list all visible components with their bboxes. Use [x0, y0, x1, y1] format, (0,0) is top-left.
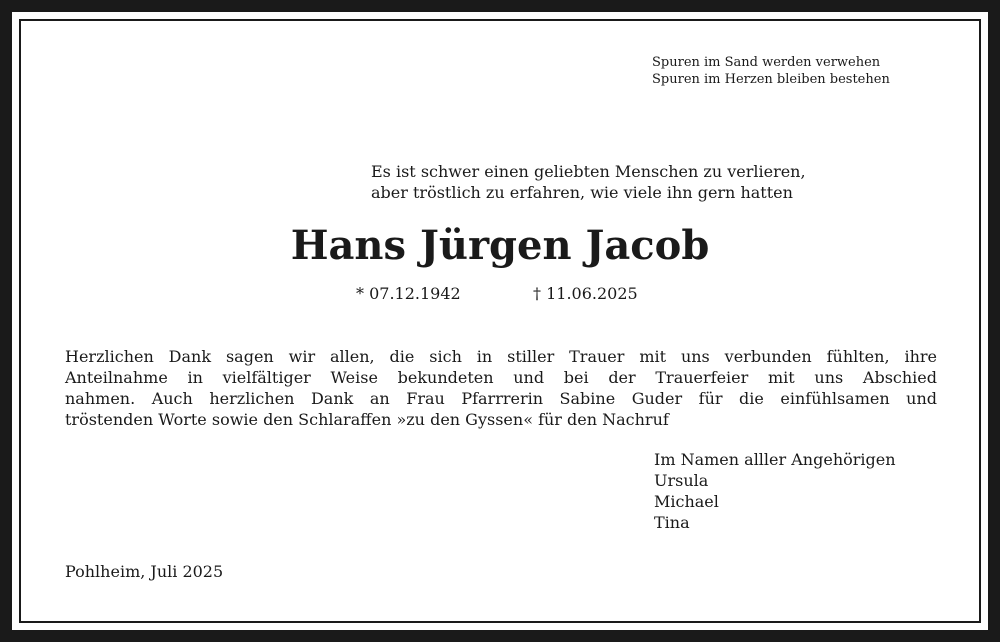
place-and-date: Pohlheim, Juli 2025	[65, 562, 224, 581]
signoff-name: Michael	[654, 492, 719, 511]
thanks-line: Herzlichen Dank sagen wir allen, die sich in stiller Trauer mit uns verbunden fühlten, ihre	[65, 347, 937, 366]
signoff-name: Tina	[654, 513, 690, 532]
birth-date: * 07.12.1942	[356, 284, 461, 303]
motto	[652, 54, 890, 88]
notice-frame	[11, 11, 989, 631]
deceased-name: Hans Jürgen Jacob	[290, 222, 710, 269]
death-date: † 11.06.2025	[533, 284, 638, 303]
quote-line-1: Es ist schwer einen geliebten Menschen zu verlieren,	[371, 162, 806, 181]
thanks-text	[65, 346, 937, 430]
signoff-name: Ursula	[654, 471, 709, 490]
thanks-line: Anteilnahme in vielfältiger Weise bekundeten und bei der Trauerfeier mit uns Abschied	[65, 368, 937, 387]
thanks-line: tröstenden Worte sowie den Schlaraffen »zu den Gyssen« für den Nachruf	[65, 410, 669, 429]
quote	[371, 161, 806, 203]
signoff-intro: Im Namen alller Angehörigen	[654, 450, 896, 469]
signoff	[654, 449, 896, 533]
thanks-line: nahmen. Auch herzlichen Dank an Frau Pfarrrerin Sabine Guder für die einfühlsamen und	[65, 389, 937, 408]
motto-line-2: Spuren im Herzen bleiben bestehen	[652, 72, 890, 87]
motto-line-1: Spuren im Sand werden verwehen	[652, 55, 881, 70]
quote-line-2: aber tröstlich zu erfahren, wie viele ihn gern hatten	[371, 183, 793, 202]
